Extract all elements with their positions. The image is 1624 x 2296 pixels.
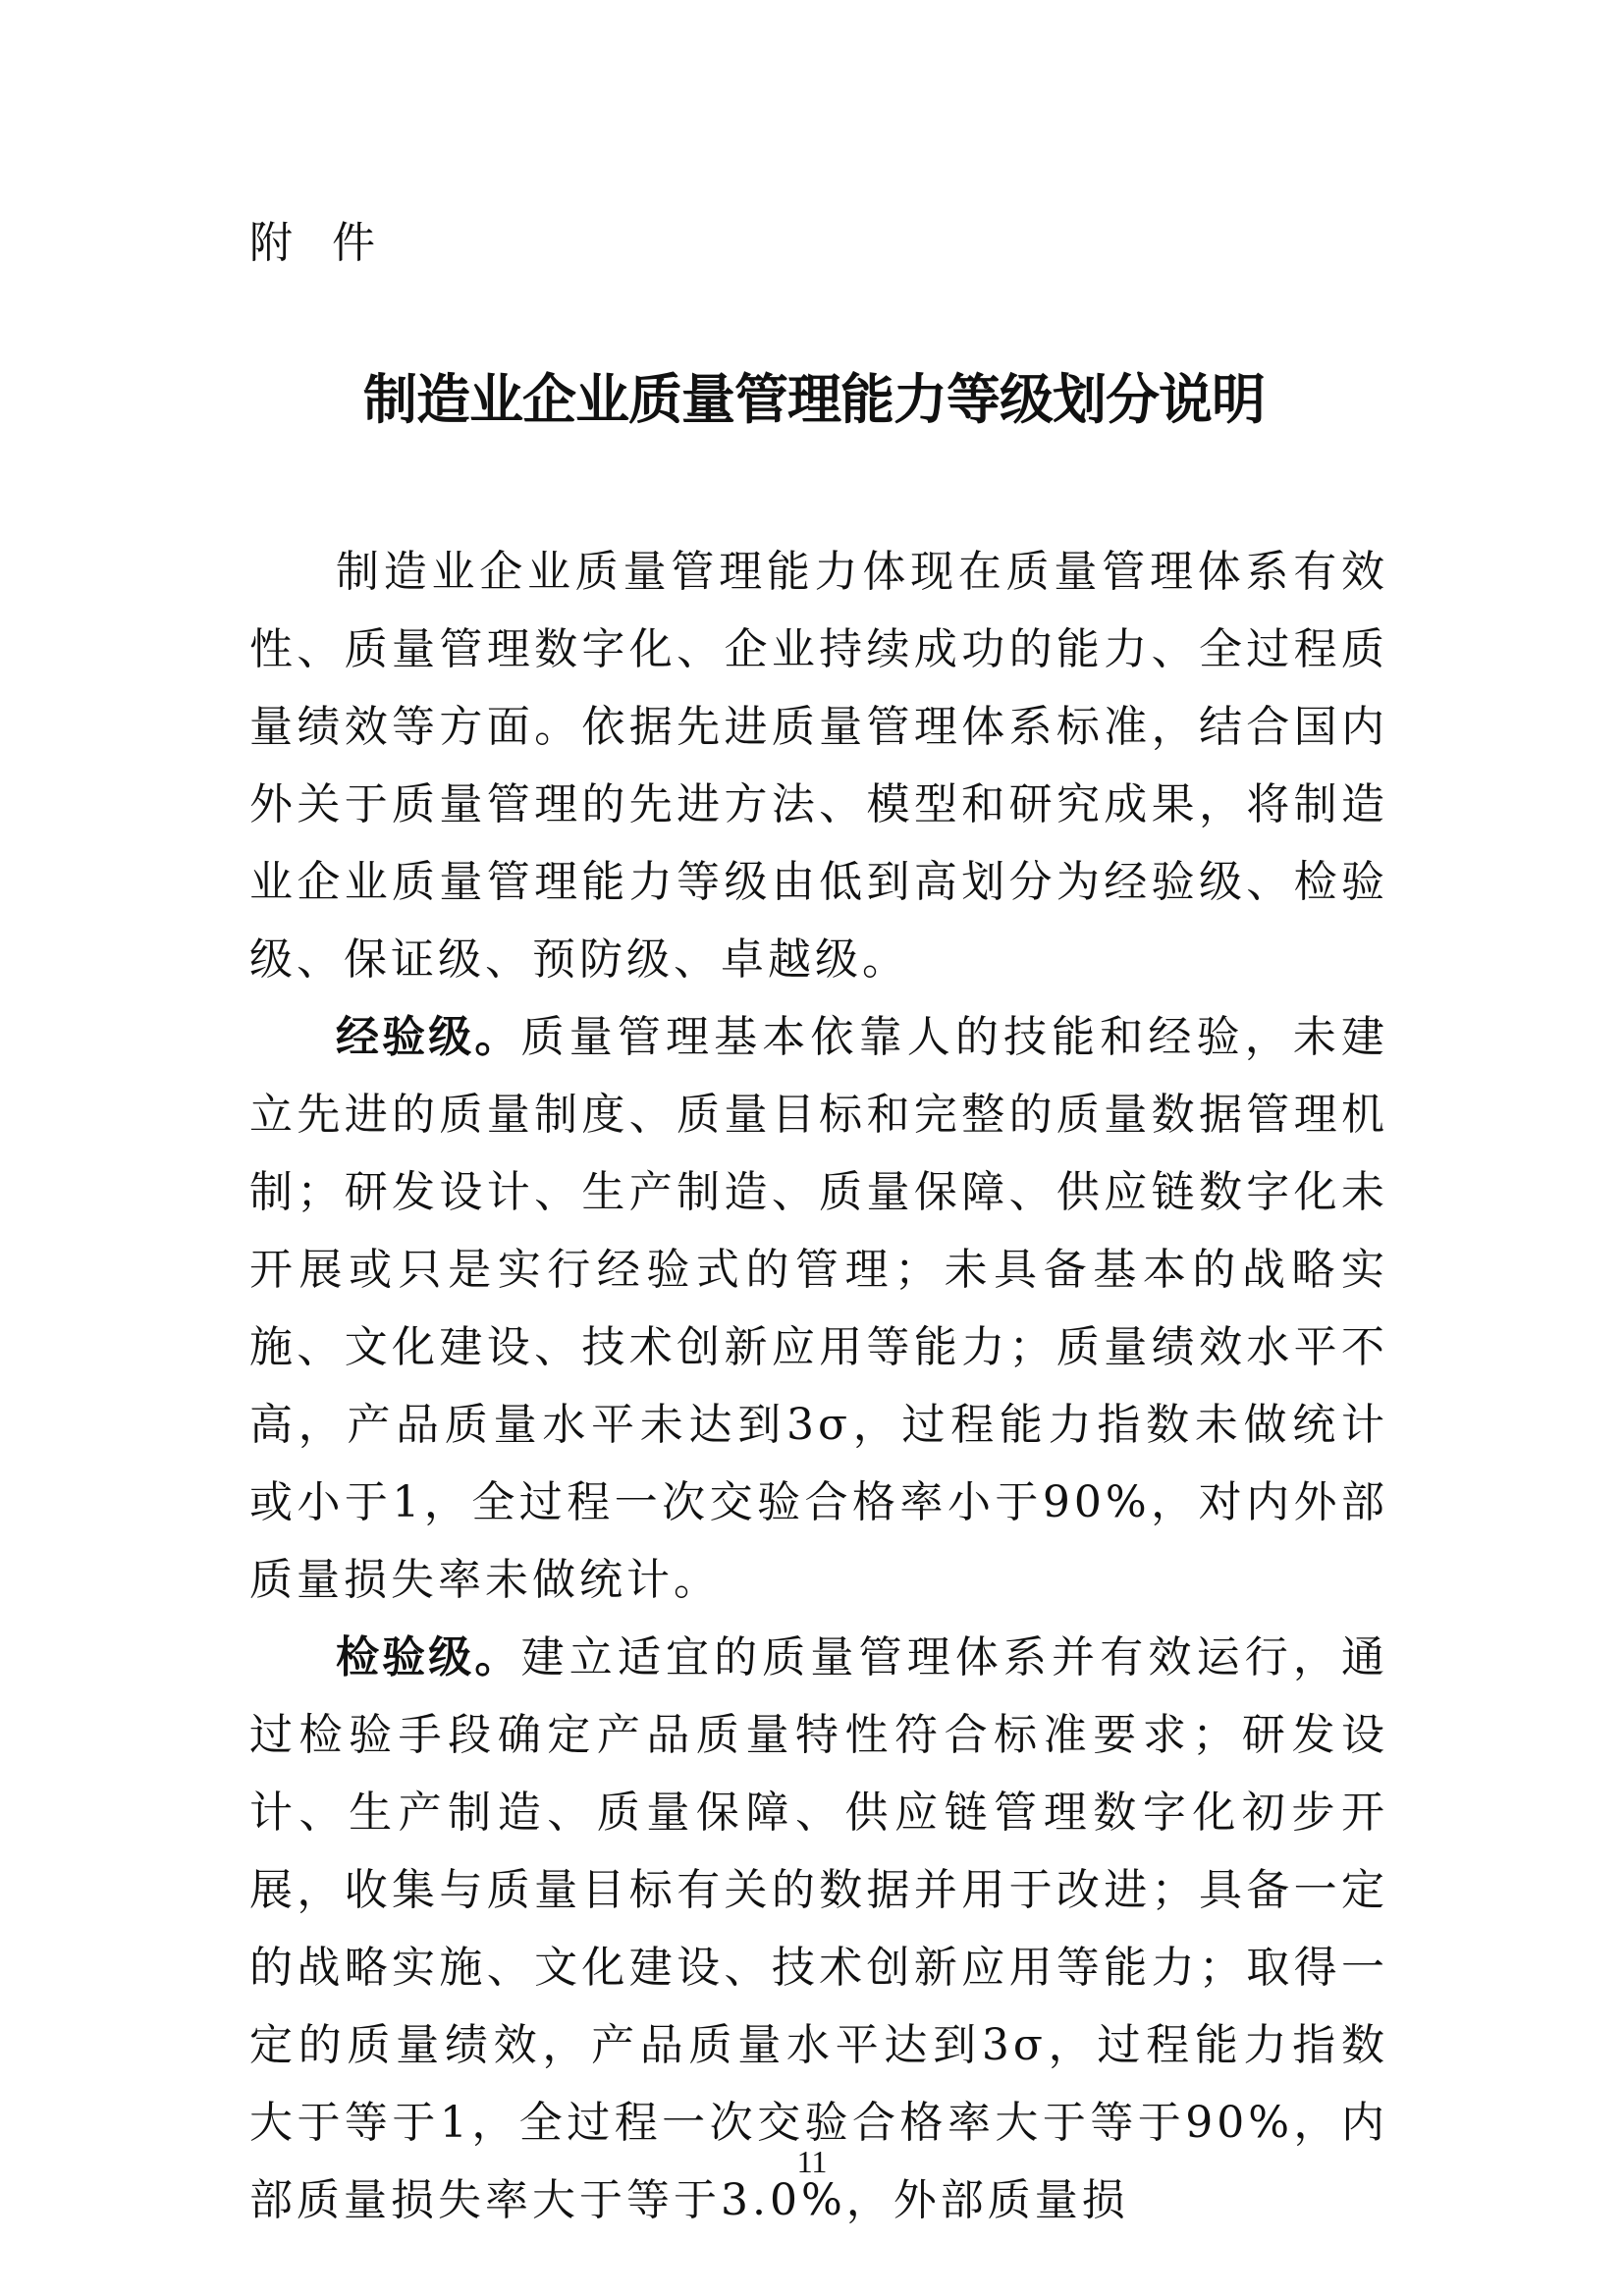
document-title: 制造业企业质量管理能力等级划分说明 bbox=[362, 368, 1265, 431]
paragraph-experience-level-text: 质量管理基本依靠人的技能和经验，未建立先进的质量制度、质量目标和完整的质量数据管理机制；研发设计、生产制造、质量保障、供应链数字化未开展或只是实行经验式的管理；未具备基本的战略实施、文化建设、技术创新应用等能力；质量绩效水平不高，产品质量水平未达到3σ，过程能力指数未做统计或小于1，全过程一次交验合格率小于90%，对内外部质量损失率未做统计。 bbox=[249, 1012, 1389, 1605]
attachment-label: 附件 bbox=[249, 218, 414, 268]
paragraph-inspection-level-text: 建立适宜的质量管理体系并有效运行，通过检验手段确定产品质量特性符合标准要求；研发设计、生产制造、质量保障、供应链管理数字化初步开展，收集与质量目标有关的数据并用于改进；具备一定的战略实施、文化建设、技术创新应用等能力；取得一定的质量绩效，产品质量水平达到3σ，过程能力指数大于等于1，全过程一次交验合格率大于等于90%，内部质量损失率大于等于3.0%，外部质量损 bbox=[249, 1632, 1389, 2225]
document-body bbox=[249, 533, 1388, 2239]
page-number: 11 bbox=[796, 2144, 828, 2179]
paragraph-experience-level bbox=[249, 998, 1388, 1619]
paragraph-experience-level-lead: 经验级。 bbox=[336, 1012, 521, 1062]
paragraph-intro bbox=[249, 533, 1388, 998]
paragraph-inspection-level-lead: 检验级。 bbox=[336, 1632, 521, 1682]
paragraph-intro-text: 制造业企业质量管理能力体现在质量管理体系有效性、质量管理数字化、企业持续成功的能力、全过程质量绩效等方面。依据先进质量管理体系标准，结合国内外关于质量管理的先进方法、模型和研究成果，将制造业企业质量管理能力等级由低到高划分为经验级、检验级、保证级、预防级、卓越级。 bbox=[249, 547, 1388, 985]
